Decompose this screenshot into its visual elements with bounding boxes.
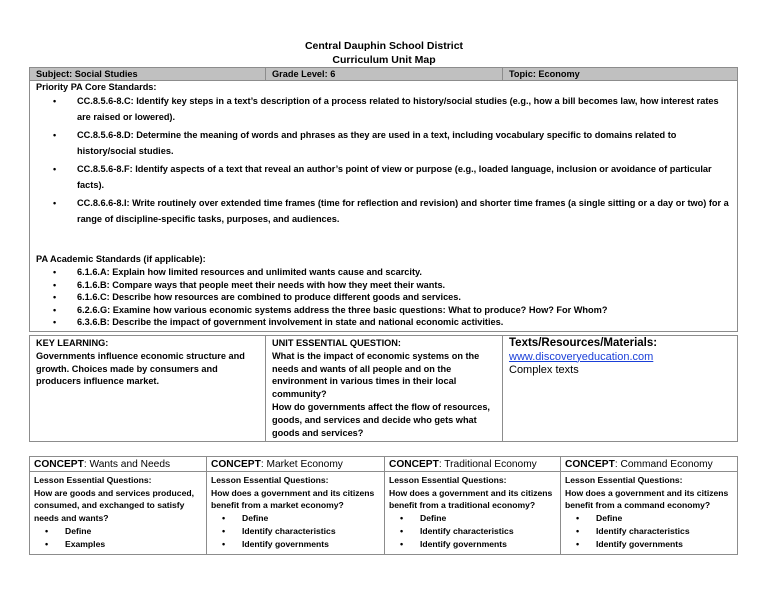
concept-bullets	[34, 525, 202, 550]
concept-body	[385, 472, 560, 552]
bullet-icon: •	[400, 513, 404, 524]
list-item: • 6.1.6.C: Describe how resources are combined to produce different goods and services.	[53, 292, 461, 303]
list-item: • CC.8.5.6-8.D: Determine the meaning of words and phrases as they are used in a text, including vocabulary specific to domains related to history/social studies.	[53, 130, 677, 156]
leq-heading: Lesson Essential Questions:	[34, 475, 152, 485]
grade-level-cell: Grade Level: 6	[266, 68, 503, 80]
concept-body	[561, 472, 737, 552]
list-item: • CC.8.6.6-8.I: Write routinely over extended time frames (time for reflection and revision) and shorter time frames (a single sitting or a day or two) for a range of discipline-specific tasks, purposes, and audiences.	[53, 198, 729, 224]
bullet-icon: •	[45, 525, 49, 536]
leq-heading: Lesson Essential Questions:	[565, 475, 683, 485]
concept-bullets	[565, 512, 733, 550]
bullet-icon: •	[400, 525, 404, 536]
leq-heading: Lesson Essential Questions:	[389, 475, 507, 485]
bullet-icon: •	[53, 198, 57, 208]
leq-heading: Lesson Essential Questions:	[211, 475, 329, 485]
concept-header: CONCEPT: Command Economy	[561, 457, 737, 472]
core-standards-list	[36, 94, 731, 227]
bullet-icon: •	[53, 96, 57, 106]
concept-header: CONCEPT: Market Economy	[207, 457, 384, 472]
district-title: Central Dauphin School District	[304, 40, 464, 52]
list-item: • Identify governments	[400, 538, 507, 549]
resources-text: Complex texts	[509, 364, 579, 376]
academic-standards-list	[36, 266, 731, 329]
concept-bullets	[211, 512, 380, 550]
bullet-icon: •	[53, 317, 57, 328]
list-item: • 6.3.6.B: Describe the impact of government involvement in state and national economic activities.	[53, 317, 504, 328]
bullet-icon: •	[53, 292, 57, 303]
key-learning-heading: KEY LEARNING:	[36, 338, 109, 348]
bullet-icon: •	[53, 164, 57, 174]
concept-column	[30, 457, 207, 554]
bullet-icon: •	[53, 267, 57, 277]
unit-question-cell	[266, 336, 503, 441]
list-item: • 6.2.6.G: Examine how various economic systems address the three basic questions: What to produce? How? For Whom?	[53, 304, 608, 315]
concept-column	[385, 457, 561, 554]
bullet-icon: •	[45, 538, 49, 549]
list-item: • Identify characteristics	[576, 525, 690, 536]
bullet-icon: •	[53, 279, 57, 290]
unit-header-row	[29, 67, 738, 81]
list-item: • Examples	[45, 538, 106, 549]
subject-cell: Subject: Social Studies	[30, 68, 266, 80]
document-title: Curriculum Unit Map	[332, 54, 436, 66]
concept-body	[30, 472, 206, 552]
bullet-icon: •	[576, 513, 580, 524]
core-standards-heading: Priority PA Core Standards:	[36, 82, 157, 92]
bullet-icon: •	[576, 525, 580, 536]
academic-standards-heading: PA Academic Standards (if applicable):	[36, 254, 206, 264]
resources-heading: Texts/Resources/Materials:	[509, 337, 658, 349]
concept-header: CONCEPT: Traditional Economy	[385, 457, 560, 472]
unit-question-2: How do governments affect the flow of resources, goods, and services and decide who gets what goods and services?	[272, 401, 490, 438]
leq-question: How are goods and services produced, consumed, and exchanged to satisfy needs and wants?	[34, 487, 194, 524]
topic-cell: Topic: Economy	[509, 69, 580, 79]
concept-column	[561, 457, 737, 554]
list-item: • Define	[400, 513, 447, 524]
leq-question: How does a government and its citizens benefit from a command economy?	[565, 487, 729, 511]
list-item: • Identify characteristics	[400, 525, 514, 536]
leq-question: How does a government and its citizens benefit from a traditional economy?	[389, 487, 553, 511]
list-item: • CC.8.5.6-8.F: Identify aspects of a text that reveal an author’s point of view or purpose (e.g., loaded language, inclusion or avoidance of particular facts).	[53, 164, 712, 190]
list-item: • 6.1.6.B: Compare ways that people meet their needs with how they meet their wants.	[53, 279, 446, 290]
bullet-icon: •	[53, 304, 57, 315]
bullet-icon: •	[222, 538, 226, 549]
resources-cell	[503, 336, 737, 441]
list-item: • Identify governments	[222, 538, 329, 549]
concept-column	[207, 457, 385, 554]
concept-bullets	[389, 512, 556, 550]
list-item: • Define	[222, 513, 269, 524]
bullet-icon: •	[400, 538, 404, 549]
key-learning-text: Governments influence economic structure and growth. Choices made by consumers and producers influence market.	[36, 350, 245, 387]
standards-section	[29, 80, 738, 332]
list-item: • Identify characteristics	[222, 525, 336, 536]
concept-body	[207, 472, 384, 552]
bullet-icon: •	[222, 525, 226, 536]
list-item: • Define	[576, 513, 623, 524]
discovery-education-link[interactable]: www.discoveryeducation.com	[509, 350, 654, 363]
concept-header: CONCEPT: Wants and Needs	[30, 457, 206, 472]
bullet-icon: •	[222, 513, 226, 524]
list-item: • Identify governments	[576, 538, 683, 549]
list-item: • 6.1.6.A: Explain how limited resources and unlimited wants cause and scarcity.	[53, 267, 422, 277]
unit-question-heading: UNIT ESSENTIAL QUESTION:	[272, 338, 401, 348]
key-learning-table	[29, 335, 738, 442]
unit-question-1: What is the impact of economic systems on the needs and wants of all people and on the environment in various times in their local community?	[272, 350, 480, 400]
key-learning-cell	[30, 336, 266, 441]
list-item: • CC.8.5.6-8.C: Identify key steps in a text’s description of a process related to history/social studies (e.g., how a bill becomes law, how interest rates are raised or lowered).	[53, 96, 719, 122]
bullet-icon: •	[53, 130, 57, 140]
bullet-icon: •	[576, 538, 580, 549]
concepts-table	[29, 456, 738, 555]
leq-question: How does a government and its citizens benefit from a market economy?	[211, 487, 375, 511]
list-item: • Define	[45, 525, 92, 536]
